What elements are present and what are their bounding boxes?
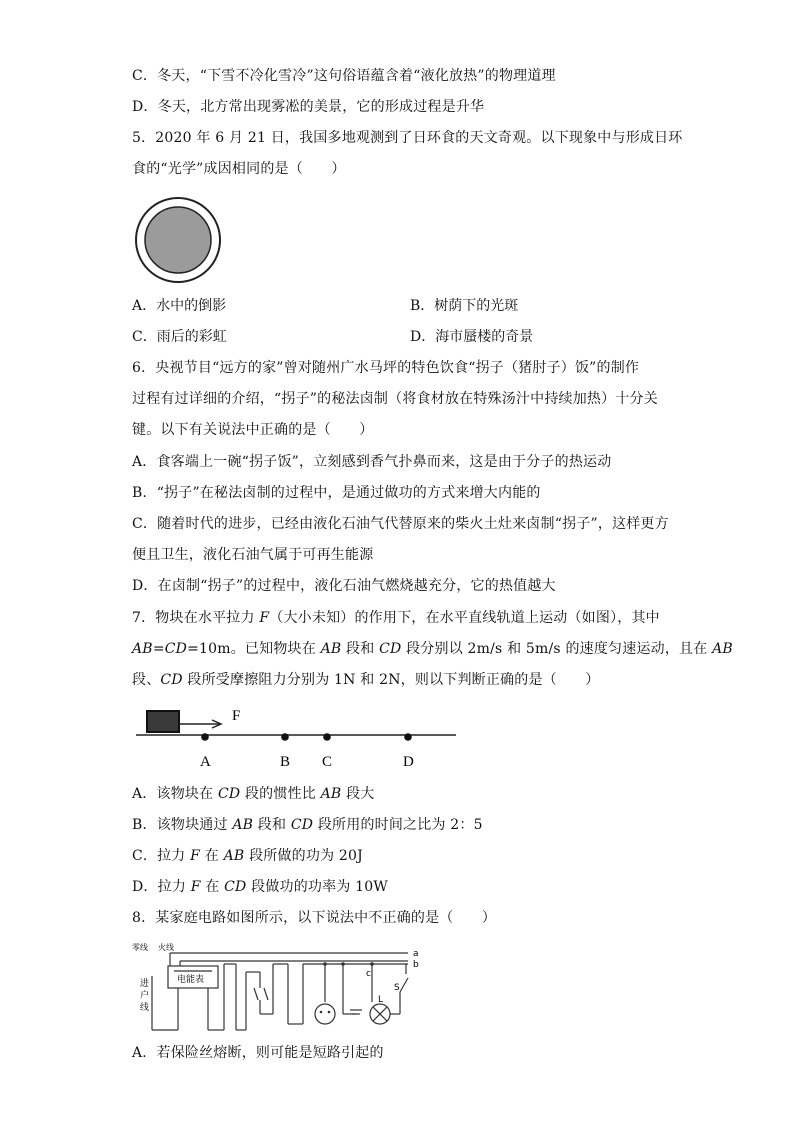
q7-var-f: F (259, 610, 270, 626)
q5-stem-line-1: 5．2020 年 6 月 21 日，我国多地观测到了日环食的天文奇观。以下现象中与形成日环 (132, 130, 683, 146)
q8-stem: 8．某家庭电路如图所示，以下说法中不正确的是（ ） (132, 910, 497, 926)
q7-text: 段所用的时间之比为 2：5 (313, 817, 483, 833)
eclipse-moon-disk (145, 207, 211, 273)
lamp-switch (400, 978, 408, 992)
q7-text: 7．物块在水平拉力 (132, 610, 260, 626)
q5-option-a: A．水中的倒影 (132, 298, 227, 314)
q7-var-ab: AB (712, 641, 733, 657)
q7-option-d (132, 877, 388, 897)
service-line-label-2: 户 (140, 991, 150, 1001)
q7-text: 段和 (341, 641, 380, 657)
terminal-b-label: b (413, 960, 419, 970)
q7-text: 段和 (253, 817, 291, 833)
q7-var-ab: AB (223, 848, 245, 864)
q6-stem-line-1: 6．央视节目“远方的家”曾对随州广水马坪的特色饮食“拐子（猪肘子）饭”的制作 (132, 360, 640, 376)
q7-text: 段所受摩擦阻力分别为 1N 和 2N，则以下判断正确的是（ ） (182, 672, 600, 688)
q7-stem-line-2 (132, 639, 733, 659)
q6-option-b: B．“拐子”在秘法卤制的过程中，是通过做功的方式来增大内能的 (132, 485, 541, 501)
q6-stem-line-3: 键。以下有关说法中正确的是（ ） (132, 422, 374, 438)
q7-text: 段大 (341, 786, 375, 802)
q7-text: 段、 (132, 672, 161, 688)
q7-text: 段所做的功为 20J (244, 848, 363, 864)
q7-var-cd: CD (164, 641, 188, 657)
q7-var-cd: CD (160, 672, 183, 688)
q7-var-cd: CD (290, 817, 314, 833)
terminal-c-label: c (366, 969, 371, 979)
q7-stem-line-1 (132, 608, 660, 628)
q5-option-b: B．树荫下的光斑 (410, 298, 519, 314)
lamp-label: L (378, 995, 384, 1005)
q7-text: 段的惯性比 (240, 786, 321, 802)
q6-option-c-line-2: 便且卫生，液化石油气属于可再生能源 (132, 547, 374, 563)
q7-var-ab: AB (320, 786, 342, 802)
q7-text: 在 (200, 848, 224, 864)
q5-option-c: C．雨后的彩虹 (132, 329, 227, 345)
point-c-dot (323, 733, 331, 741)
point-a-dot (201, 733, 209, 741)
q7-stem-line-3 (132, 670, 599, 690)
q6-option-c-line-1: C．随着时代的进步，已经由液化石油气代替原来的柴火土灶来卤制“拐子”，这样更方 (132, 516, 669, 532)
annular-eclipse-figure (132, 194, 226, 288)
q7-option-b (132, 815, 483, 835)
household-circuit-figure (128, 940, 428, 1036)
point-c-label: C (322, 754, 333, 770)
q5-option-d: D．海市蜃楼的奇景 (410, 329, 534, 345)
live-line-label: 火线 (158, 943, 174, 952)
q7-var-ab: AB (132, 641, 153, 657)
q6-option-a: A．食客端上一碗“拐子饭”，立刻感到香气扑鼻而来，这是由于分子的热运动 (132, 454, 612, 470)
q7-text: =10m。已知物块在 (187, 641, 321, 657)
q7-text: 段分别以 2m/s 和 5m/s 的速度匀速运动，且在 (401, 641, 713, 657)
q7-var-f: F (190, 848, 201, 864)
q7-text: 在 (200, 879, 225, 895)
service-line-label-1: 进 (140, 979, 150, 989)
q7-text: （大小未知）的作用下，在水平直线轨道上运动（如图），其中 (269, 610, 660, 626)
service-line-label-3: 线 (140, 1003, 150, 1013)
q8-option-a: A．若保险丝熔断，则可能是短路引起的 (132, 1045, 384, 1061)
point-d-dot (404, 733, 412, 741)
q7-text: 段做功的功率为 10W (246, 879, 388, 895)
track-figure (132, 700, 462, 776)
q7-text: C．拉力 (132, 848, 191, 864)
point-b-dot (281, 733, 289, 741)
q7-text: A．该物块在 (132, 786, 218, 802)
point-d-label: D (403, 754, 414, 770)
wall-socket (315, 1004, 335, 1024)
terminal-a-label: a (413, 949, 419, 959)
q5-stem-line-2: 食的“光学”成因相同的是（ ） (132, 161, 346, 177)
q7-text: D．拉力 (132, 879, 191, 895)
q4-option-d: D．冬天，北方常出现雾凇的美景，它的形成过程是升华 (132, 99, 485, 115)
energy-meter-label: 电能表 (177, 975, 205, 985)
q7-var-f: F (190, 879, 201, 895)
point-a-label: A (200, 754, 211, 770)
q7-text: = (152, 641, 165, 657)
q7-option-c (132, 846, 363, 866)
q7-var-cd: CD (217, 786, 241, 802)
q7-var-cd: CD (224, 879, 247, 895)
point-b-label: B (280, 754, 291, 770)
force-label: F (232, 708, 241, 724)
block (147, 711, 179, 732)
q7-var-ab: AB (320, 641, 342, 657)
q7-option-a (132, 784, 375, 804)
q7-var-ab: AB (232, 817, 254, 833)
switch-label: S (394, 983, 400, 993)
neutral-line-label: 零线 (132, 943, 148, 952)
q4-option-c: C．冬天，“下雪不冷化雪冷”这句俗语蕴含着“液化放热”的物理道理 (132, 68, 556, 84)
q7-text: B．该物块通过 (132, 817, 233, 833)
q6-option-d: D．在卤制“拐子”的过程中，液化石油气燃烧越充分，它的热值越大 (132, 578, 556, 594)
q6-stem-line-2: 过程有过详细的介绍，“拐子”的秘法卤制（将食材放在特殊汤汁中持续加热）十分关 (132, 391, 658, 407)
q7-var-cd: CD (379, 641, 402, 657)
